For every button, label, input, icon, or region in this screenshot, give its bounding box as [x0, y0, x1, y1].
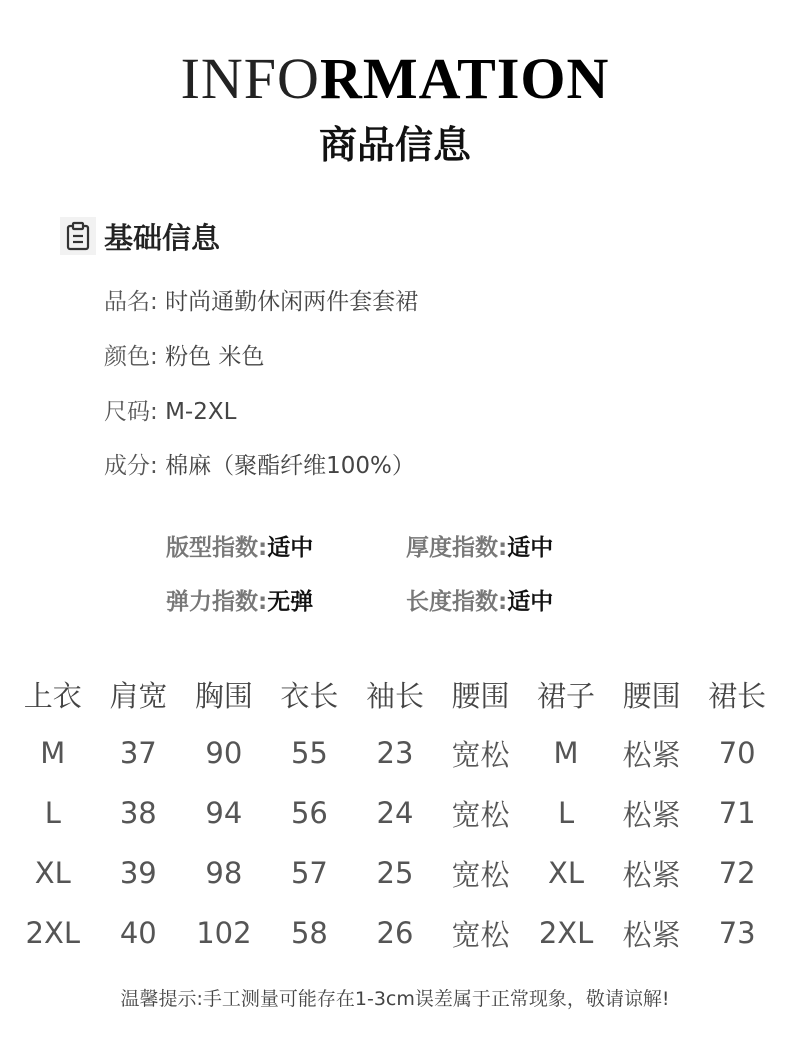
table-cell: 70: [718, 736, 756, 770]
index-label: 长度指数:: [406, 589, 508, 615]
table-cell: M: [553, 736, 579, 770]
column-header: 胸围: [194, 678, 253, 713]
size-table: [10, 665, 780, 963]
info-row-material: [104, 450, 415, 482]
table-cell: 宽松: [451, 737, 510, 772]
section-header: [60, 214, 220, 258]
info-value: 粉色 米色: [165, 344, 265, 370]
info-row-name: [104, 286, 418, 318]
table-cell: L: [44, 796, 61, 830]
table-cell: 松紧: [622, 737, 681, 772]
index-length: [406, 586, 553, 618]
measurement-note: 温馨提示:手工测量可能存在1-3cm误差属于正常现象，敬请谅解!: [120, 988, 670, 1010]
table-cell: 94: [205, 796, 243, 830]
section-title: 基础信息: [104, 220, 221, 255]
column-header: 腰围: [622, 678, 681, 713]
page-title-cn: 商品信息: [318, 123, 471, 167]
table-cell: 40: [119, 916, 157, 950]
table-cell: M: [40, 736, 66, 770]
info-label: 颜色:: [104, 344, 158, 370]
table-cell: 71: [718, 796, 756, 830]
table-cell: 72: [718, 856, 756, 890]
table-cell: 松紧: [622, 797, 681, 832]
table-cell: 宽松: [451, 917, 510, 952]
index-value: 适中: [507, 535, 554, 561]
table-cell: XL: [34, 856, 71, 890]
table-cell: L: [557, 796, 575, 830]
table-cell: 102: [196, 916, 252, 950]
table-cell: 24: [376, 796, 414, 830]
index-value: 无弹: [267, 589, 314, 615]
column-header: 上衣: [23, 678, 82, 713]
table-cell: 56: [290, 796, 328, 830]
table-cell: 55: [290, 736, 328, 770]
page-title-en: [0, 44, 790, 114]
info-label: 尺码:: [104, 399, 158, 425]
table-cell: 58: [290, 916, 328, 950]
info-row-color: [104, 341, 264, 373]
info-value: 时尚通勤休闲两件套套裙: [165, 289, 419, 315]
title-en-thin: INFO: [180, 46, 320, 111]
info-label: 品名:: [104, 289, 158, 315]
column-header: 肩宽: [109, 678, 168, 713]
index-label: 版型指数:: [166, 535, 268, 561]
table-row: [10, 843, 780, 903]
index-elasticity: [166, 586, 313, 618]
table-row: [10, 903, 780, 963]
index-thickness: [406, 532, 553, 564]
index-label: 厚度指数:: [406, 535, 508, 561]
table-cell: 37: [119, 736, 157, 770]
table-cell: 宽松: [451, 857, 510, 892]
index-value: 适中: [267, 535, 314, 561]
table-cell: 73: [718, 916, 756, 950]
info-row-size: [104, 396, 236, 428]
table-cell: XL: [548, 856, 585, 890]
table-cell: 2XL: [538, 916, 594, 950]
table-cell: 2XL: [25, 916, 81, 950]
title-en-bold: RMATION: [319, 46, 610, 111]
table-cell: 松紧: [622, 857, 681, 892]
table-cell: 90: [205, 736, 243, 770]
table-cell: 98: [205, 856, 243, 890]
table-row: [10, 723, 780, 783]
table-row: [10, 783, 780, 843]
table-cell: 57: [290, 856, 328, 890]
index-value: 适中: [507, 589, 554, 615]
column-header: 衣长: [280, 678, 339, 713]
table-cell: 松紧: [622, 917, 681, 952]
column-header: 裙长: [708, 678, 767, 713]
info-value: 棉麻（聚酯纤维100%）: [165, 453, 415, 479]
table-cell: 38: [119, 796, 157, 830]
index-fit: [166, 532, 313, 564]
column-header: 腰围: [451, 678, 510, 713]
table-cell: 25: [376, 856, 414, 890]
table-cell: 39: [119, 856, 157, 890]
column-header: 袖长: [365, 678, 424, 713]
clipboard-icon: [60, 217, 96, 255]
column-header: 裙子: [537, 678, 596, 713]
info-value: M-2XL: [165, 399, 237, 425]
table-cell: 23: [376, 736, 414, 770]
info-label: 成分:: [104, 453, 158, 479]
table-cell: 26: [376, 916, 414, 950]
table-cell: 宽松: [451, 797, 510, 832]
table-header-row: [10, 665, 780, 723]
index-label: 弹力指数:: [166, 589, 268, 615]
